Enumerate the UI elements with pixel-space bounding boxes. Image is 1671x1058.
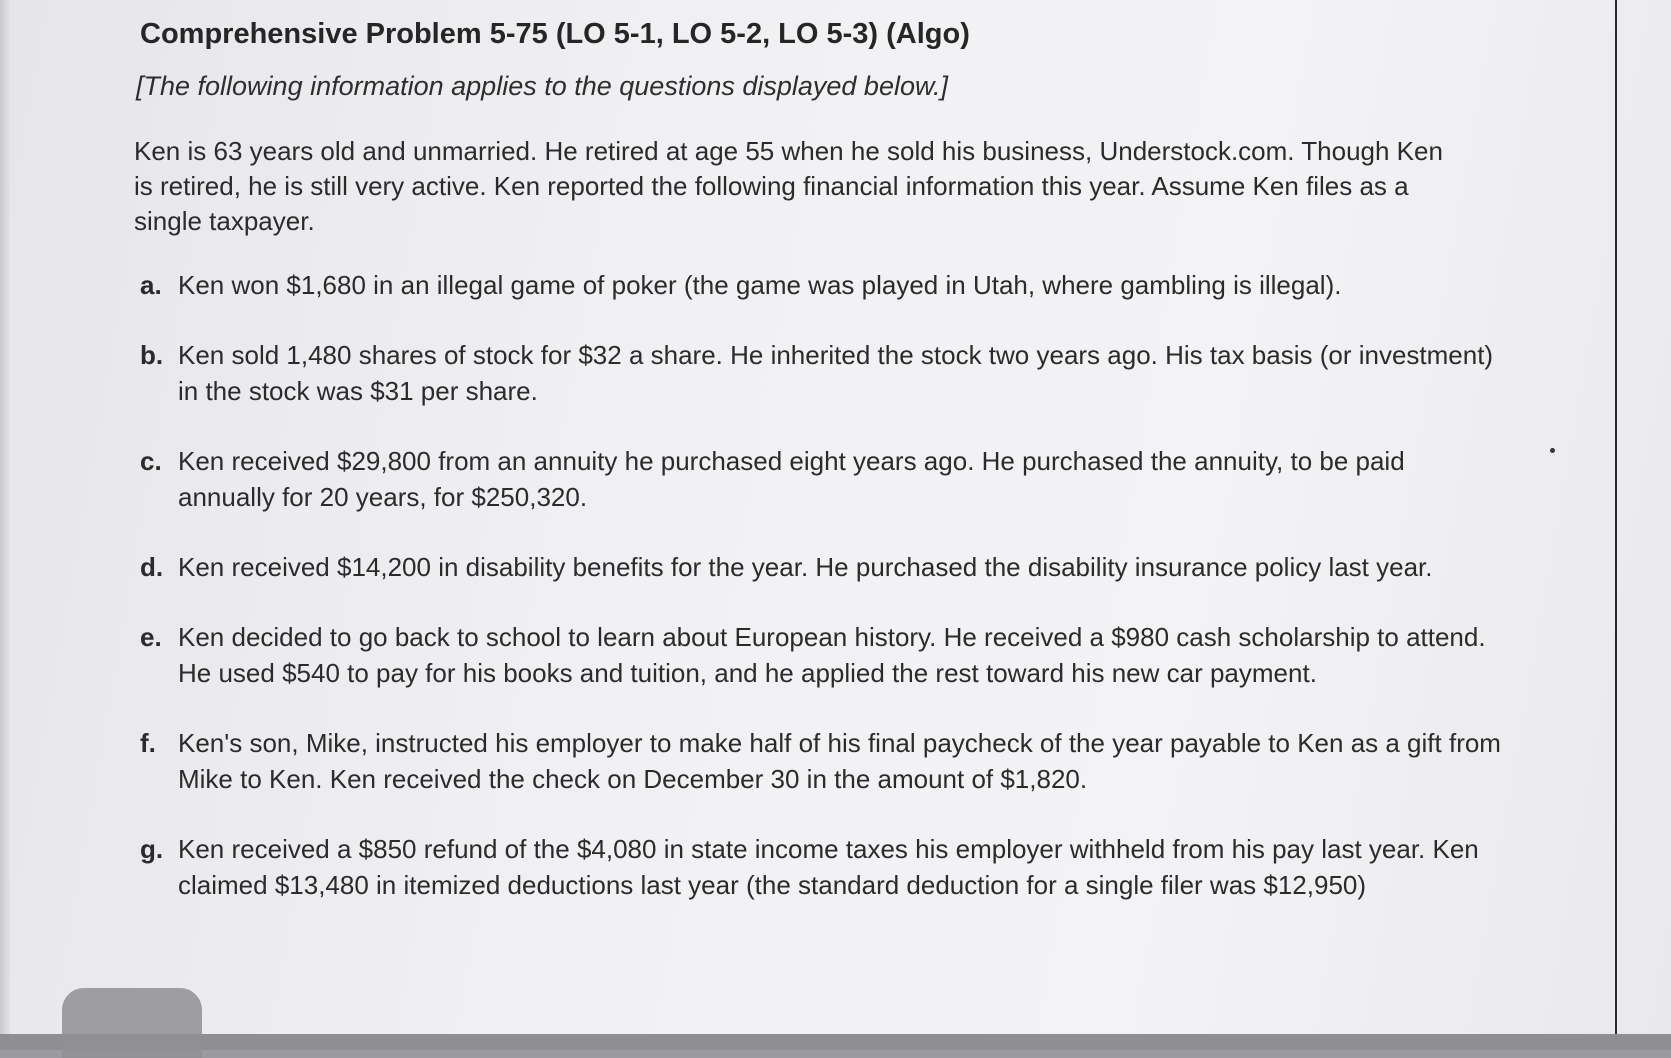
item-marker: b.: [140, 340, 164, 370]
list-item: [140, 831, 1520, 903]
page-left-edge: [0, 0, 10, 1050]
item-text: Ken received a $850 refund of the $4,080 in state income taxes his employer withheld from his pay last year. Ken claimed $13,480 in itemized deductions last year (the standard deduction for a single filer was $12,950): [178, 834, 1479, 900]
page-border-line: [1615, 0, 1617, 1035]
item-marker: e.: [140, 622, 162, 652]
problem-items: [140, 267, 1520, 903]
item-marker: d.: [140, 552, 164, 582]
problem-paragraph: Ken is 63 years old and unmarried. He retired at age 55 when he sold his business, Understock.com. Though Ken is retired, he is still very active. Ken reported the following financial information this year. Assume Ken files as a single taxpayer.: [134, 136, 1443, 236]
list-item: [140, 725, 1520, 797]
list-item: [140, 549, 1520, 585]
finger-shadow: [62, 988, 202, 1058]
list-item: [140, 337, 1520, 409]
item-marker: g.: [140, 834, 164, 864]
problem-intro: [The following information applies to the questions displayed below.]: [136, 71, 948, 101]
item-marker: f.: [140, 728, 156, 758]
item-text: Ken decided to go back to school to learn about European history. He received a $980 cash scholarship to attend. He used $540 to pay for his books and tuition, and he applied the rest toward his new car payment.: [178, 622, 1486, 688]
bottom-bezel: [0, 1034, 1671, 1050]
list-item: [140, 267, 1520, 303]
item-text: Ken won $1,680 in an illegal game of poker (the game was played in Utah, where gambling is illegal).: [178, 270, 1342, 300]
item-marker: a.: [140, 270, 162, 300]
item-text: Ken's son, Mike, instructed his employer to make half of his final paycheck of the year payable to Ken as a gift from Mike to Ken. Ken received the check on December 30 in the amount of $1,820.: [178, 728, 1501, 794]
list-item: [140, 443, 1520, 515]
item-text: Ken received $14,200 in disability benefits for the year. He purchased the disability insurance policy last year.: [178, 552, 1433, 582]
item-marker: c.: [140, 446, 162, 476]
stray-dot: [1550, 448, 1555, 453]
problem-content: [134, 18, 1520, 937]
item-text: Ken sold 1,480 shares of stock for $32 a share. He inherited the stock two years ago. His tax basis (or investment) in the stock was $31 per share.: [178, 340, 1494, 406]
item-text: Ken received $29,800 from an annuity he purchased eight years ago. He purchased the annuity, to be paid annually for 20 years, for $250,320.: [178, 446, 1405, 512]
problem-title: Comprehensive Problem 5-75 (LO 5-1, LO 5-2, LO 5-3) (Algo): [140, 18, 970, 50]
list-item: [140, 619, 1520, 691]
